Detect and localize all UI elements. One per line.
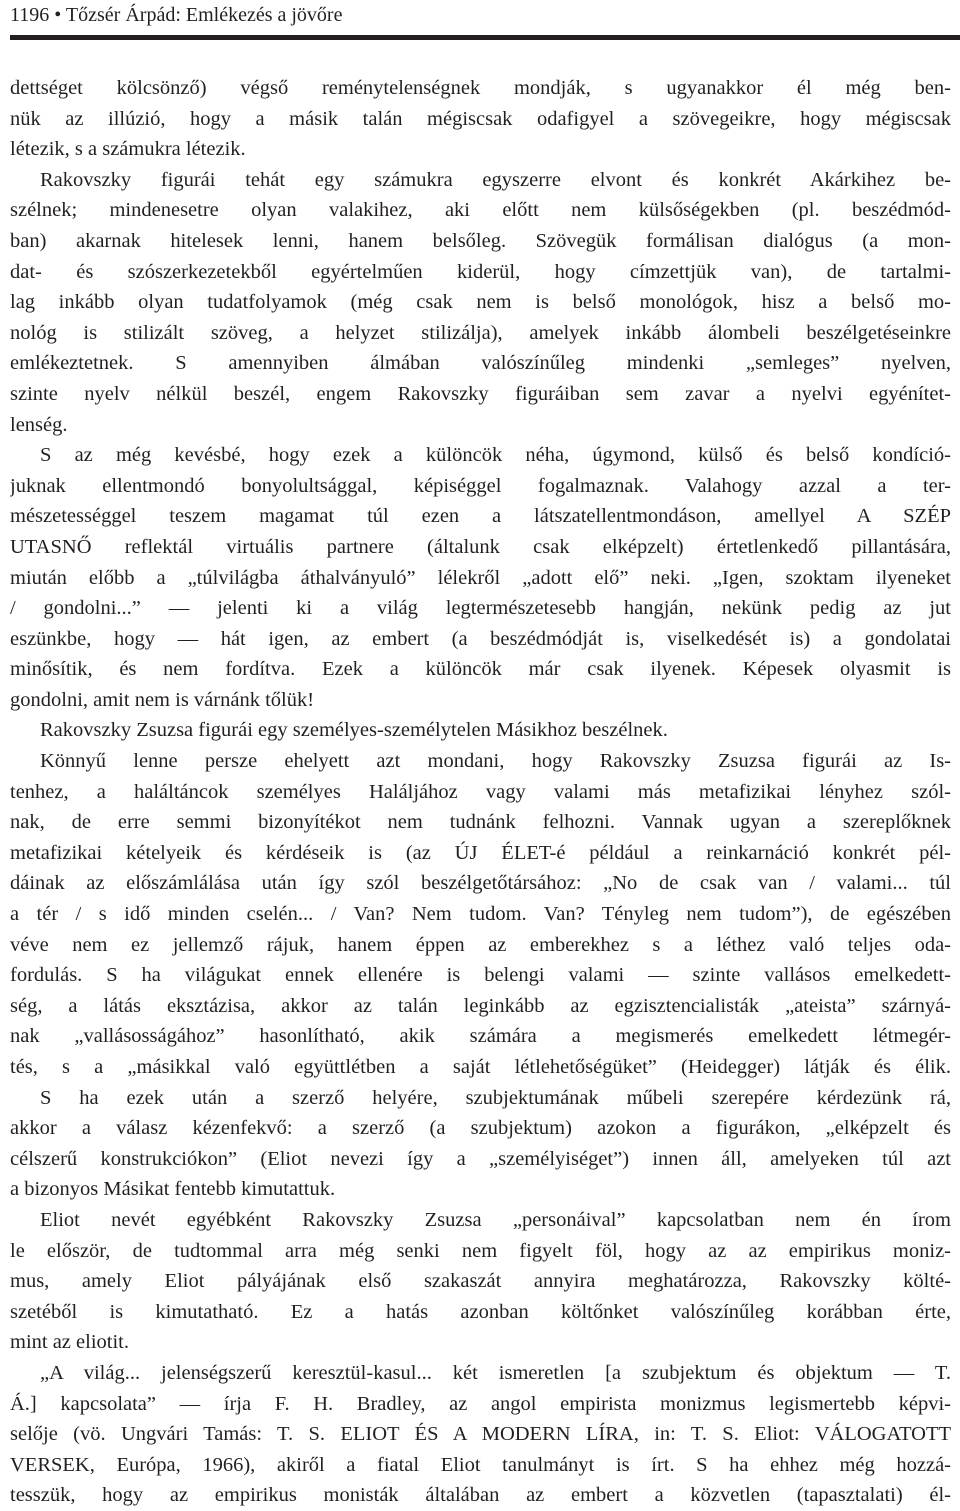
text-line: Könnyű lenne persze ehelyett azt mondani, hogy Rakovszky Zsuzsa figurái az Is- xyxy=(40,750,951,773)
text-line: nak „vallásosságához” hasonlítható, akik számára a megismerés emelkedett létmegér- xyxy=(10,1025,951,1048)
text-line: nük az illúzió, hogy a másik talán mégiscsak odafigyel a szövegeikre, hogy mégiscsak xyxy=(10,107,951,130)
text-line: Eliot nevét egyébként Rakovszky Zsuzsa „personáival” kapcsolatban nem én írom xyxy=(40,1208,951,1231)
text-line: szinte nyelv nélkül beszél, engem Rakovszky figuráiban sem zavar a nyelvi egyénítet- xyxy=(10,382,951,405)
text-line: szetéből is kimutatható. Ez a hatás azonban költőnket valószínűleg korábban érte, xyxy=(10,1300,951,1323)
text-line: dat- és szószerkezetekből egyértelműen kiderül, hogy címzettjük van), de tartalmi- xyxy=(10,260,951,283)
text-line: fordulás. S ha világukat ennek ellenére is belengi valami — szinte vallásos emelkedett- xyxy=(10,964,951,987)
text-line: gondolni, amit nem is várnánk tőlük! xyxy=(10,688,315,711)
text-line: miután előbb a „túlvilágba áthalványuló” lélekről „adott elő” neki. „Igen, szoktam ilyeneket xyxy=(10,566,951,589)
page-number: 1196 xyxy=(10,4,50,26)
header-text xyxy=(10,2,342,28)
running-title: Tőzsér Árpád: Emlékezés a jövőre xyxy=(65,4,343,26)
text-line: / gondolni...” — jelenti ki a világ legtermészetesebb hangján, nekünk pedig az jut xyxy=(10,597,951,620)
header-bullet: • xyxy=(54,4,62,26)
text-line: selője (vö. Ungvári Tamás: T. S. ELIOT ÉS A MODERN LÍRA, in: T. S. Eliot: VÁLOGATOTT xyxy=(10,1423,951,1446)
text-line: S az még kevésbé, hogy ezek a különcök néha, úgymond, külső és belső kondíció- xyxy=(40,444,951,467)
text-line: emlékeztetnek. S amennyiben álmában valószínűleg mindenki „semleges” nyelven, xyxy=(10,352,951,375)
text-line: tés, s a „másikkal való együttlétben a saját létlehetőségüket” (Heidegger) látják és élik. xyxy=(10,1056,951,1078)
text-line: metafizikai kételyeik és kérdéseik is (az ÚJ ÉLET-é például a reinkarnáció konkrét pél- xyxy=(10,841,951,864)
text-line: akkor a válasz kézenfekvő: a szerző (a szubjektum) azokon a figurákon, „elképzelt és xyxy=(10,1117,951,1140)
text-line: dettséget kölcsönző) végső reménytelenségnek mondják, s ugyanakkor él még ben- xyxy=(10,77,951,99)
text-line: tenhez, a haláltáncok személyes Haláljához vagy valami más metafizikai lényhez szól- xyxy=(10,780,951,803)
text-line: a bizonyos Másikat fentebb kimutattuk. xyxy=(10,1178,336,1201)
text-line: célszerű konstrukciókon” (Eliot nevezi így a „személyiséget”) innen áll, amelyeken túl azt xyxy=(10,1147,951,1170)
text-line: véve nem ez jellemző rájuk, hanem éppen az emberekhez s a léthez való teljes oda- xyxy=(10,933,951,956)
text-line: le először, de tudtommal arra még senki nem figyelt föl, hogy az az empirikus moniz- xyxy=(10,1239,951,1262)
text-line: S ha ezek után a szerző helyére, szubjektumának műbeli szerepére kérdezünk rá, xyxy=(40,1086,951,1109)
text-line: mus, amely Eliot pályájának első szakaszát annyira meghatározza, Rakovszky költé- xyxy=(10,1270,951,1293)
text-line: minősítik, és nem fordítva. Ezek a különcök már csak ilyenek. Képesek olyasmit is xyxy=(10,658,951,681)
text-line: Á.] kapcsolata” — írja F. H. Bradley, az angol empirista monizmus legismertebb képvi- xyxy=(10,1392,951,1415)
text-line: nológ is stilizált szöveg, a helyzet stilizálja), amelyek inkább álombeli beszélgetéseinkre xyxy=(10,321,951,344)
text-line: VERSEK, Európa, 1966), akiről a fiatal Eliot tanulmányt is írt. S ha ehhez még hozzá- xyxy=(10,1453,951,1476)
text-line: létezik, s a számukra létezik. xyxy=(10,138,246,161)
article-body xyxy=(10,73,951,1511)
text-line: juknak ellentmondó bonyolultsággal, képiséggel fogalmaznak. Valahogy azzal a ter- xyxy=(10,474,951,497)
text-line: dáinak az előszámlálása után így szól beszélgetőtársához: „No de csak van / valami... túl xyxy=(10,872,951,895)
text-line: Rakovszky figurái tehát egy számukra egyszerre elvont és konkrét Akárkihez be- xyxy=(40,168,951,191)
text-line: eszünkbe, hogy — hát igen, az embert (a beszédmódját is, viselkedését is) a gondolatai xyxy=(10,627,951,650)
text-line: tesszük, hogy az empirikus monisták általában az embert a közvetlen (tapasztalati) él- xyxy=(10,1484,951,1507)
text-line: „A világ... jelenségszerű keresztül-kasul... két ismeretlen [a szubjektum és objektum — T. xyxy=(40,1361,951,1384)
text-line: lenség. xyxy=(10,413,68,436)
text-line: szélnek; mindenesetre olyan valakihez, aki előtt nem külsőségekben (pl. beszédmód- xyxy=(10,199,951,222)
running-header xyxy=(10,2,960,38)
text-line: a tér / s idő minden cselén... / Van? Nem tudom. Van? Tényleg nem tudom”), de egészében xyxy=(10,903,951,926)
text-line: ban) akarnak hitelesek lenni, hanem belsőleg. Szövegük formálisan dialógus (a mon- xyxy=(10,229,951,252)
text-line: mészetességgel teszem magamat túl ezen a látszatellentmondáson, amellyel A SZÉP xyxy=(10,505,951,528)
text-line: Rakovszky Zsuzsa figurái egy személyes-személytelen Másikhoz beszélnek. xyxy=(40,719,668,742)
text-line: lag inkább olyan tudatfolyamok (még csak nem is belső monológok, hisz a belső mo- xyxy=(10,291,951,314)
text-line: UTASNŐ reflektál virtuális partnere (általunk csak elképzelt) értetlenkedő pillantására, xyxy=(10,535,951,558)
text-line: nak, de erre semmi bizonyítékot nem tudnánk felhozni. Vannak ugyan a szereplőknek xyxy=(10,811,951,834)
header-rule xyxy=(10,35,960,40)
text-line: mint az eliotit. xyxy=(10,1331,129,1354)
text-line: ség, a látás eksztázisa, akkor az talán leginkább az egzisztencialisták „ateista” szárnyá- xyxy=(10,994,951,1017)
